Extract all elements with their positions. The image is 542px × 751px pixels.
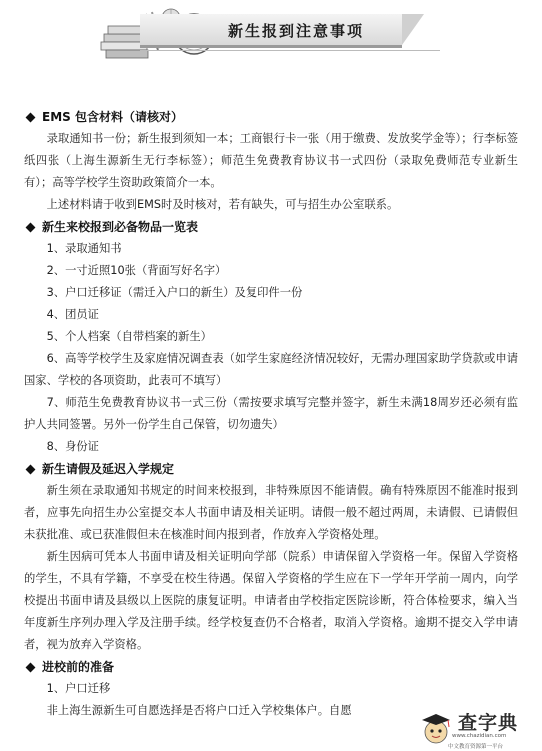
- section-heading-ems: [24, 106, 518, 128]
- list-item: 2、一寸近照10张（背面写好名字）: [46, 264, 227, 277]
- list-item: 7、师范生免费教育协议书一式三份（需按要求填写完整并签字，新生未满18周岁还必须有监护人共同签署。另外一份学生自己保管，切勿遗失）: [24, 396, 518, 431]
- watermark-url: www.chazidian.com: [452, 733, 507, 739]
- diamond-bullet-icon: [26, 464, 36, 474]
- section-heading-checklist: [24, 216, 518, 238]
- diamond-bullet-icon: [26, 112, 36, 122]
- list-item: 3、户口迁移证（需迁入户口的新生）及复印件一份: [46, 286, 303, 299]
- paragraph: 非上海生源新生可自愿选择是否将户口迁入学校集体户。自愿: [46, 704, 352, 717]
- list-item: 1、录取通知书: [46, 242, 122, 255]
- list-item: 5、个人档案（自带档案的新生）: [46, 330, 212, 343]
- document-body: [24, 106, 518, 722]
- list-item: 4、团员证: [46, 308, 99, 321]
- watermark-tagline: 中文教育资源第一平台: [448, 744, 504, 750]
- paragraph: 新生因病可凭本人书面申请及相关证明向学部（院系）申请保留入学资格一年。保留入学资格的学生，不具有学籍，不享受在校生待遇。保留入学资格的学生应在下一学年开学前一周内，向学校提出书面申请及县级以上医院的康复证明。申请者由学校指定医院诊断，符合体检要求，编入当年度新生序列办理入学及注册手续。经学校复查仍不合格者，取消入学资格。逾期不提交入学申请者，视为放弃入学资格。: [24, 550, 518, 651]
- page-title: 新生报到注意事项: [228, 22, 365, 40]
- section-title: 新生请假及延迟入学规定: [42, 462, 175, 476]
- section-heading-leave: [24, 458, 518, 480]
- section-title: 新生来校报到必备物品一览表: [42, 220, 199, 234]
- list-item: 8、身份证: [46, 440, 99, 453]
- list-item: 1、户口迁移: [46, 682, 111, 695]
- section-title: 进校前的准备: [42, 660, 115, 674]
- paragraph: 新生须在录取通知书规定的时间来校报到，非特殊原因不能请假。确有特殊原因不能准时报到者，应事先向招生办公室提交本人书面申请及相关证明。请假一般不超过两周，未请假、已请假但未获批准、或已获准假但未在核准时间内报到者，作放弃入学资格处理。: [24, 484, 518, 541]
- section-heading-preparation: [24, 656, 518, 678]
- diamond-bullet-icon: [26, 222, 36, 232]
- diamond-bullet-icon: [26, 662, 36, 672]
- header-banner: [0, 0, 542, 70]
- list-item: 6、高等学校学生及家庭情况调查表（如学生家庭经济情况较好，无需办理国家助学贷款或申请国家、学校的各项资助，此表可不填写）: [24, 352, 518, 387]
- section-title: EMS 包含材料（请核对）: [42, 110, 183, 124]
- banner-divider: [140, 50, 440, 51]
- watermark-brand: 查字典: [458, 712, 519, 734]
- paragraph: 录取通知书一份；新生报到须知一本；工商银行卡一张（用于缴费、发放奖学金等）；行李标签纸四张（上海生源新生无行李标签）；师范生免费教育协议书一式四份（录取免费师范专业新生有）；高等学校学生资助政策简介一本。: [24, 132, 518, 189]
- paragraph: 上述材料请于收到EMS时及时核对，若有缺失，可与招生办公室联系。: [46, 198, 399, 211]
